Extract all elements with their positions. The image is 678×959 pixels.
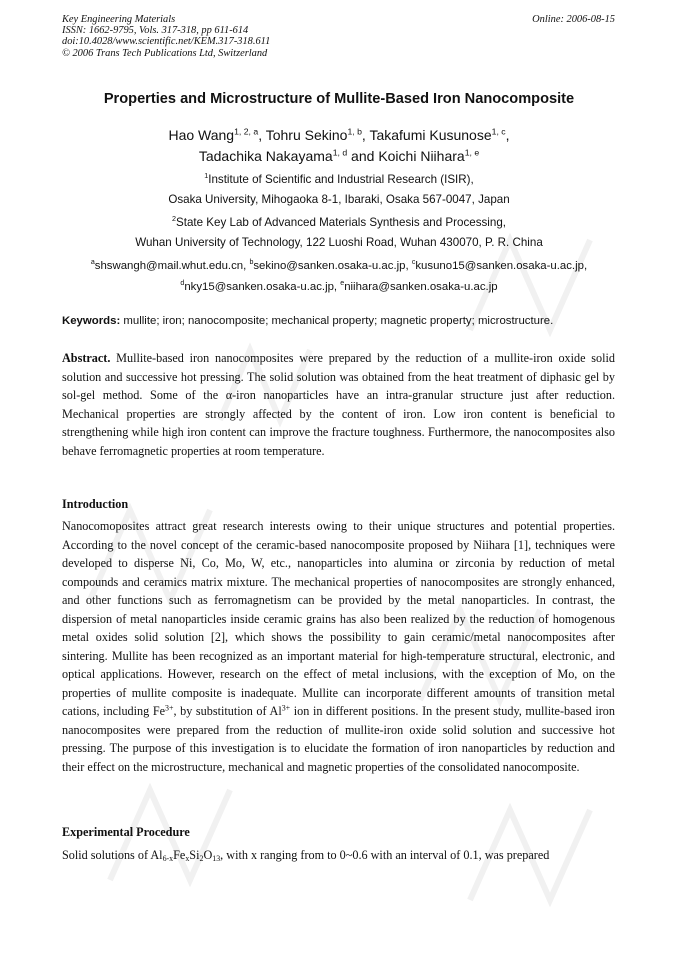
author-superscript: 1, b <box>347 126 362 137</box>
journal-header <box>62 14 270 59</box>
keywords-label: Keywords: <box>62 315 121 327</box>
author-name: Takafumi Kusunose <box>369 127 492 143</box>
keywords <box>62 313 622 329</box>
author-superscript: 1, 2, a <box>234 126 259 137</box>
email-marker: e <box>340 280 345 288</box>
doi-line: doi:10.4028/www.scientific.net/KEM.317-318.611 <box>62 36 271 48</box>
author-separator: , <box>505 127 510 143</box>
email-address[interactable]: sekino@sanken.osaka-u.ac.jp, <box>253 260 412 272</box>
abstract <box>62 349 615 460</box>
keywords-text: mullite; iron; nanocomposite; mechanical property; magnetic property; microstructure. <box>120 315 554 327</box>
introduction-text: , by substitution of Al <box>173 704 282 718</box>
section-heading-experimental: Experimental Procedure <box>62 825 190 839</box>
author-superscript: 1, d <box>332 147 348 158</box>
experimental-text: Solid solutions of Al <box>62 848 163 862</box>
experimental-paragraph <box>62 846 615 865</box>
introduction-text: Nanocomoposites attract great research interests owing to their unique structures and potential properties. According to the novel concept of the ceramic-based nanocomposite proposed by Niihara [1], techniques were developed to disperse Ni, Co, Mo, W, etc., nanoparticles into alumina or zirconia by reduction of metal compounds and ceramics matrix mixture. The mechanical properties of nanocomposites are strongly enhanced, and other functions such as ferromagnetism can be provided by the metal nanoparticles. In contrast, the dispersion of metal nanoparticles inside ceramic grains has also been realized by the reduction of homogenous metal oxides solid solution [2], which shows the possibility to gain ceramic/metal nanocomposites after sintering. Mullite has been recognized as an important material for high-temperature structural, electronic, and optical applications. However, research on the effect of metal inclusions, with the exception of Mo, on the properties of mullite composite is inadequate. Mullite can incorporate different amounts of transition metal cations, including Fe <box>62 519 615 718</box>
email-marker: a <box>90 259 95 267</box>
affiliation-2 <box>0 213 678 253</box>
author-superscript: 1, c <box>491 126 506 137</box>
affiliation-line: Osaka University, Mihogaoka 8-1, Ibaraki, Osaka 567-0047, Japan <box>168 193 510 206</box>
author-name: Tohru Sekino <box>265 127 348 143</box>
affiliation-line: Institute of Scientific and Industrial Research (ISIR), <box>208 173 474 186</box>
author-separator: and <box>347 148 379 164</box>
affiliation-line: Wuhan University of Technology, 122 Luoshi Road, Wuhan 430070, P. R. China <box>135 236 543 249</box>
affiliation-marker: 1 <box>204 171 209 181</box>
formula-subscript: 2 <box>199 853 204 863</box>
charge-superscript: 3+ <box>281 703 291 713</box>
author-separator: , <box>361 127 370 143</box>
abstract-text: Mullite-based iron nanocomposites were prepared by the reduction of a mullite-iron oxide solid solution and successive hot pressing. The solid solution was obtained from the heat treatment of diphasic gel by sol-gel method. Some of the α-iron nanoparticles have an intra-granular structure just after reduction. Mechanical properties are strongly affected by the content of iron. Low iron content is beneficial to strengthening while high iron content can improve the fracture toughness. Furthermore, the nanocomposites also behave ferromagnetic properties at room temperature. <box>62 351 615 458</box>
charge-superscript: 3+ <box>165 703 174 713</box>
online-date: Online: 2006-08-15 <box>532 14 615 25</box>
author-list <box>0 125 678 167</box>
experimental-text: , with x ranging from to 0~0.6 with an interval of 0.1, was prepared <box>220 848 550 862</box>
author-name: Hao Wang <box>168 127 235 143</box>
experimental-text: Si <box>189 848 200 862</box>
introduction-text: ion in different positions. In the present study, mullite-based iron nanocomposites were prepared from the reduction of mullite-iron oxide solid solution and successive hot pressing. The purpose of this investigation is to elucidate the formation of iron nanoparticles by reduction and their effect on the microstructure, mechanical and magnetic properties of the consolidated nanocomposite. <box>62 704 615 774</box>
email-marker: d <box>180 280 185 288</box>
email-address[interactable]: niihara@sanken.osaka-u.ac.jp <box>344 281 498 293</box>
section-heading-introduction: Introduction <box>62 497 129 511</box>
experimental-text: Fe <box>173 848 186 862</box>
paper-title: Properties and Microstructure of Mullite-Based Iron Nanocomposite <box>103 91 575 107</box>
formula-subscript: 13 <box>212 853 221 863</box>
experimental-text: O <box>203 848 213 862</box>
introduction-paragraph <box>62 517 615 776</box>
affiliation-line: State Key Lab of Advanced Materials Synthesis and Processing, <box>176 216 506 229</box>
email-address[interactable]: kusuno15@sanken.osaka-u.ac.jp, <box>415 260 588 272</box>
affiliation-marker: 2 <box>172 214 177 224</box>
author-superscript: 1, e <box>464 147 480 158</box>
email-marker: b <box>249 259 254 267</box>
formula-subscript: x <box>185 853 190 863</box>
abstract-label: Abstract. <box>62 351 111 365</box>
email-address[interactable]: shswangh@mail.whut.edu.cn, <box>94 260 250 272</box>
formula-subscript: 6-x <box>162 853 174 863</box>
email-marker: c <box>411 259 416 267</box>
journal-name: Key Engineering Materials <box>62 14 176 25</box>
author-name: Tadachika Nakayama <box>198 148 333 164</box>
issn-line: ISSN: 1662-9795, Vols. 317-318, pp 611-614 <box>62 25 249 37</box>
affiliation-1 <box>0 170 678 210</box>
email-address[interactable]: nky15@sanken.osaka-u.ac.jp, <box>184 281 341 293</box>
email-list <box>0 256 678 298</box>
author-name: Koichi Niihara <box>378 148 465 164</box>
author-separator: , <box>258 127 266 143</box>
copyright-line: © 2006 Trans Tech Publications Ltd, Switzerland <box>62 47 268 59</box>
